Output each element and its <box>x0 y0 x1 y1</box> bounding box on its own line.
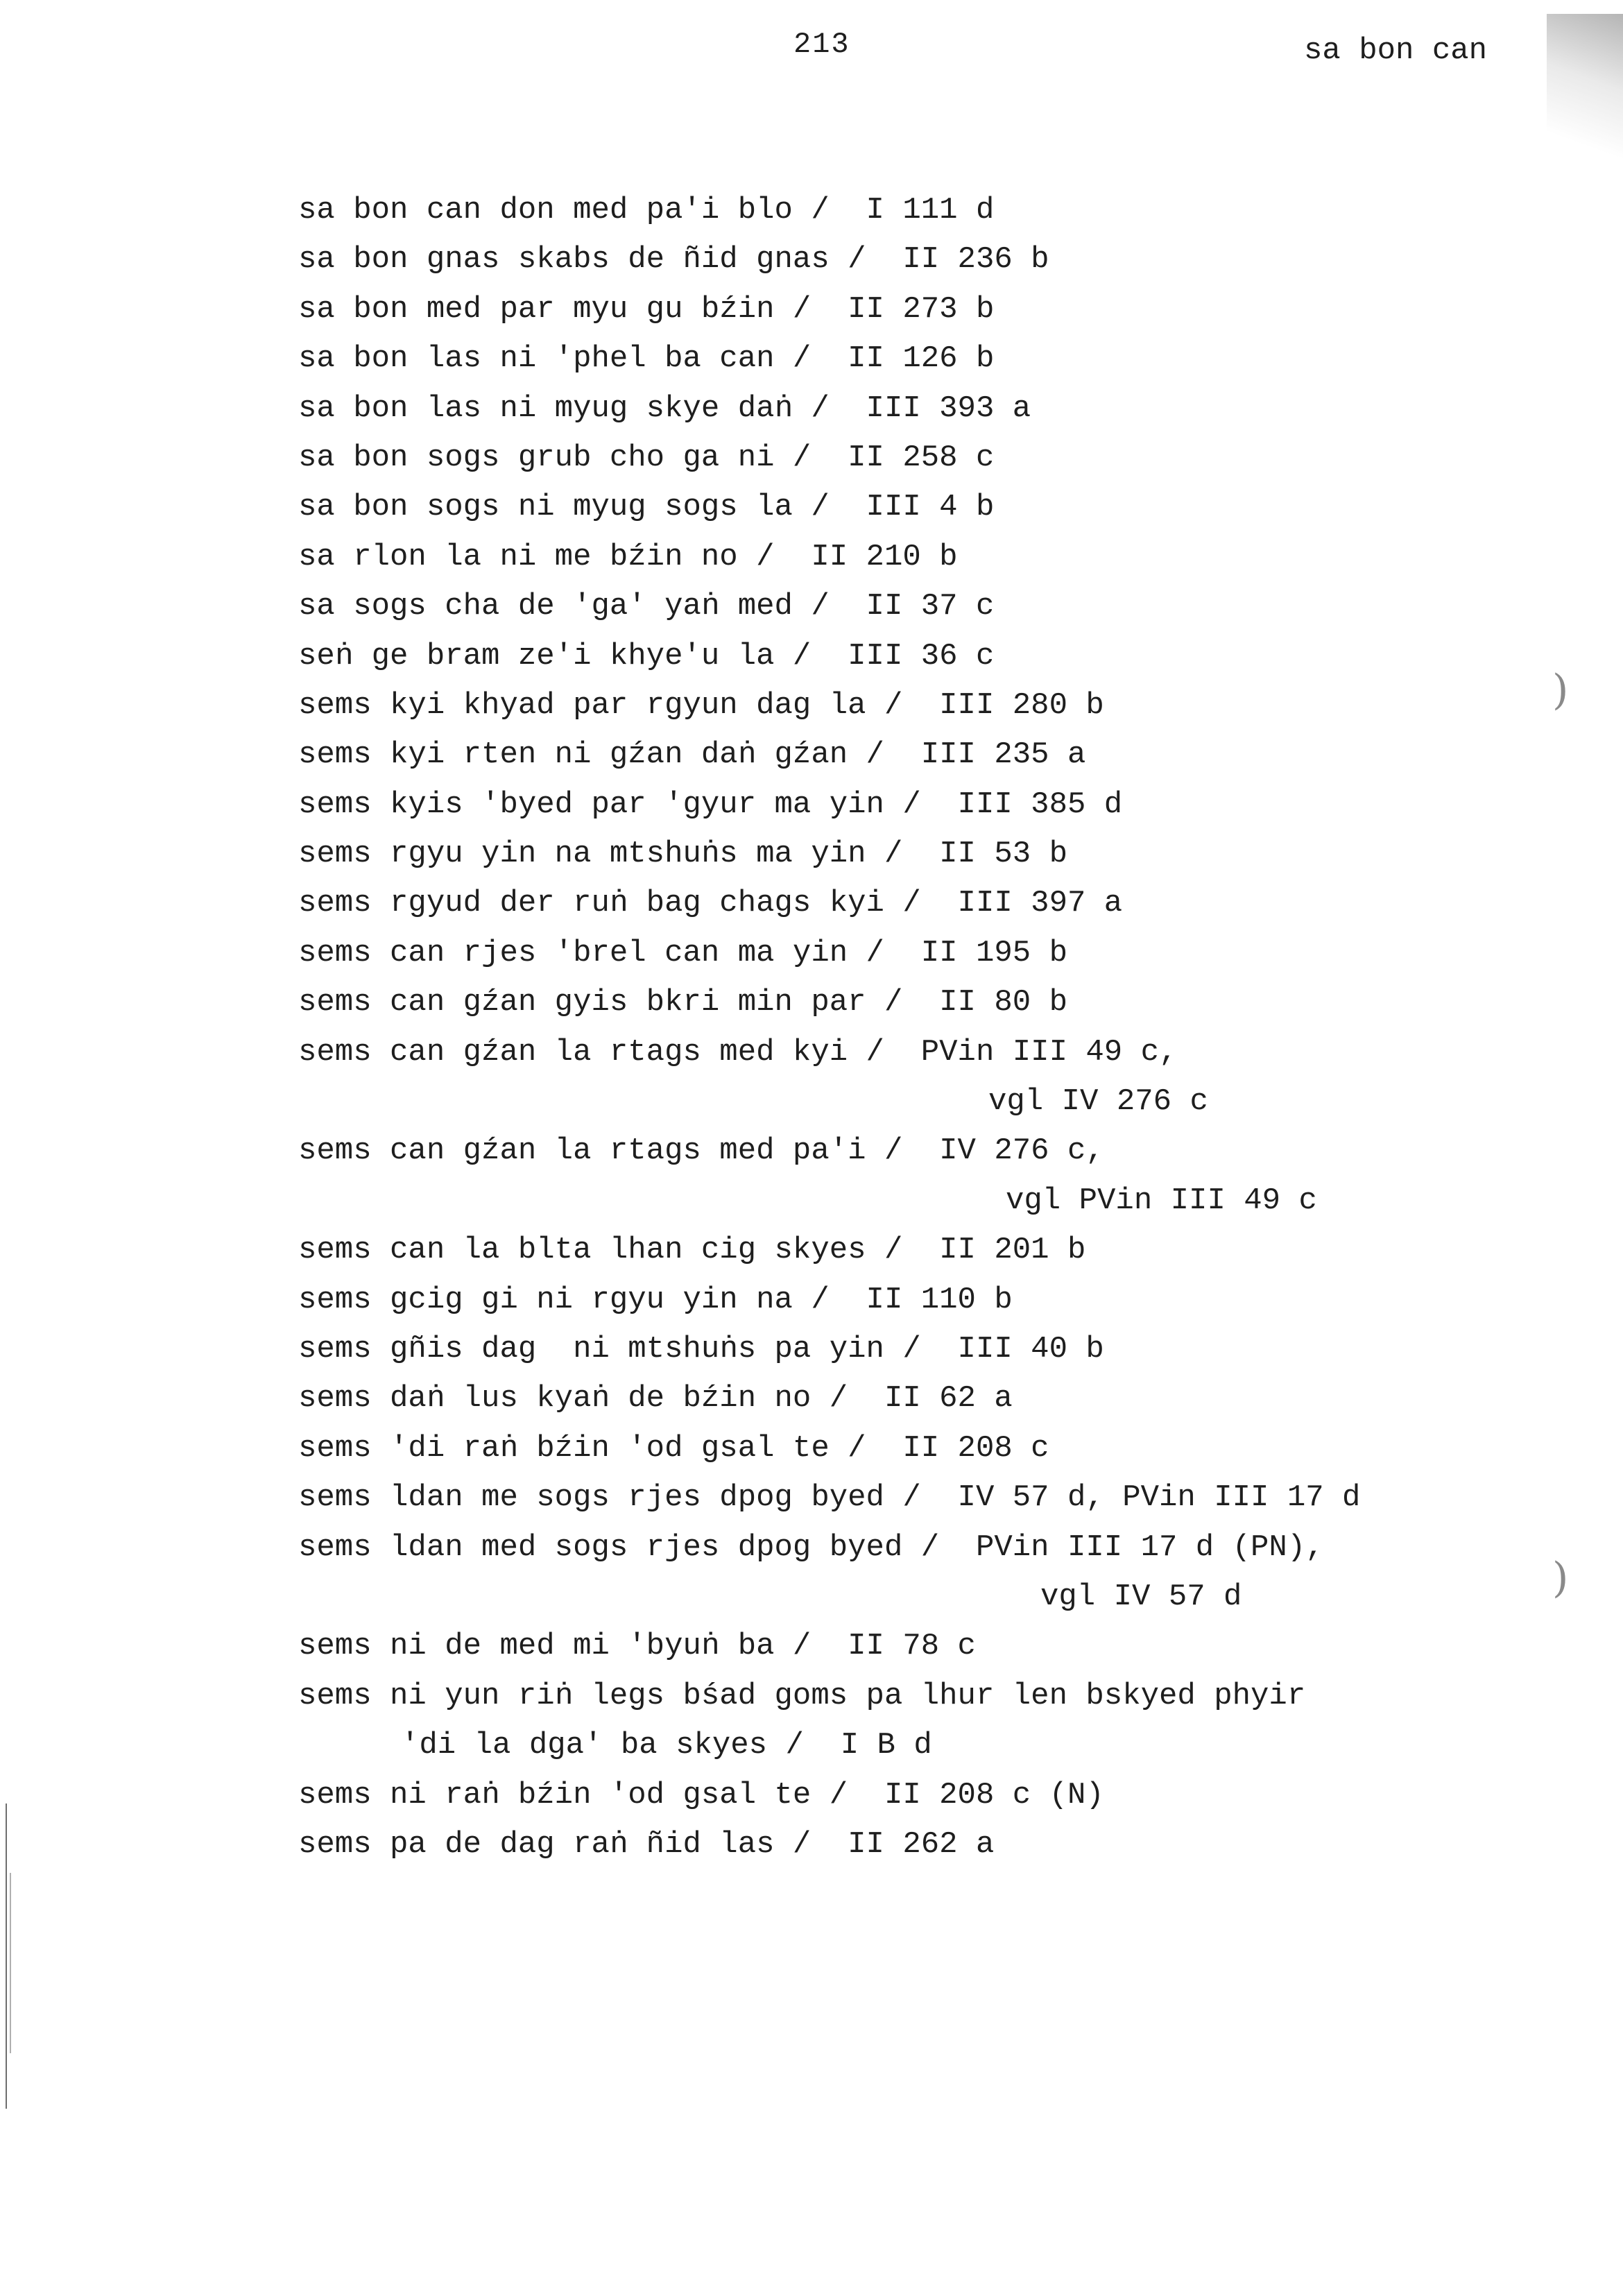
index-entry-continuation: 'di la dga' ba skyes / I B d <box>401 1728 932 1763</box>
index-entry: sa bon sogs grub cho ga ni / II 258 c <box>298 440 995 475</box>
index-entry: sems can gźan la rtags med kyi / PVin III 49 c, <box>298 1034 1178 1070</box>
scan-edge-line <box>6 1804 7 2109</box>
index-entry: sems can gźan la rtags med pa'i / IV 276 c, <box>298 1133 1104 1169</box>
index-entry: sems ldan me sogs rjes dpog byed / IV 57 d, PVin III 17 d <box>298 1480 1361 1516</box>
index-entry: sems rgyud der ruṅ bag chags kyi / III 397 a <box>298 886 1123 921</box>
index-entry: sems daṅ lus kyaṅ de bźin no / II 62 a <box>298 1381 1013 1416</box>
index-entry: sa bon las ni 'phel ba can / II 126 b <box>298 341 995 377</box>
index-entry: sems can la blta lhan cig skyes / II 201 b <box>298 1233 1086 1268</box>
index-entry: sems kyi khyad par rgyun dag la / III 280 b <box>298 687 1104 723</box>
index-entry: sems ldan med sogs rjes dpog byed / PVin III 17 d (PN), <box>298 1530 1324 1565</box>
scan-edge-line <box>10 1873 11 2053</box>
page-number: 213 <box>793 28 850 61</box>
index-entry: sa bon las ni myug skye daṅ / III 393 a <box>298 391 1031 426</box>
index-entry: sems pa de dag raṅ ñid las / II 262 a <box>298 1826 995 1862</box>
index-entry: sems can gźan gyis bkri min par / II 80 b <box>298 985 1067 1020</box>
index-entry: sems ni raṅ bźin 'od gsal te / II 208 c (N) <box>298 1777 1104 1813</box>
index-entry: sa bon sogs ni myug sogs la / III 4 b <box>298 490 995 525</box>
margin-parenthesis-mark: ) <box>1552 1554 1569 1602</box>
running-head: sa bon can <box>1304 33 1488 68</box>
index-entry: sa bon gnas skabs de ñid gnas / II 236 b <box>298 242 1049 277</box>
index-entry: sems rgyu yin na mtshuṅs ma yin / II 53 b <box>298 837 1067 872</box>
index-entry: sems can rjes 'brel can ma yin / II 195 b <box>298 935 1067 970</box>
index-entry-continuation: vgl IV 276 c <box>988 1084 1208 1120</box>
index-entry-continuation: vgl PVin III 49 c <box>1006 1183 1317 1218</box>
scan-corner-shadow <box>1547 14 1623 180</box>
index-entry: sems ni yun riṅ legs bśad goms pa lhur len bskyed phyir <box>298 1678 1306 1713</box>
index-entries <box>298 186 1588 1869</box>
index-entry: sa bon med par myu gu bźin / II 273 b <box>298 291 995 327</box>
index-entry: sems gcig gi ni rgyu yin na / II 110 b <box>298 1282 1013 1317</box>
index-entry: sems kyis 'byed par 'gyur ma yin / III 385 d <box>298 787 1123 822</box>
index-entry: sems 'di raṅ bźin 'od gsal te / II 208 c <box>298 1430 1049 1466</box>
index-entry: sa bon can don med pa'i blo / I 111 d <box>298 193 995 228</box>
index-entry: sems gñis dag ni mtshuṅs pa yin / III 40 b <box>298 1331 1104 1367</box>
index-entry: sa rlon la ni me bźin no / II 210 b <box>298 539 958 574</box>
index-entry: seṅ ge bram ze'i khye'u la / III 36 c <box>298 638 995 674</box>
index-entry-continuation: vgl IV 57 d <box>1040 1579 1242 1614</box>
index-entry: sa sogs cha de 'ga' yaṅ med / II 37 c <box>298 589 995 624</box>
index-entry: sems kyi rten ni gźan daṅ gźan / III 235 a <box>298 737 1086 773</box>
margin-parenthesis-mark: ) <box>1552 666 1569 714</box>
index-entry: sems ni de med mi 'byuṅ ba / II 78 c <box>298 1629 976 1664</box>
